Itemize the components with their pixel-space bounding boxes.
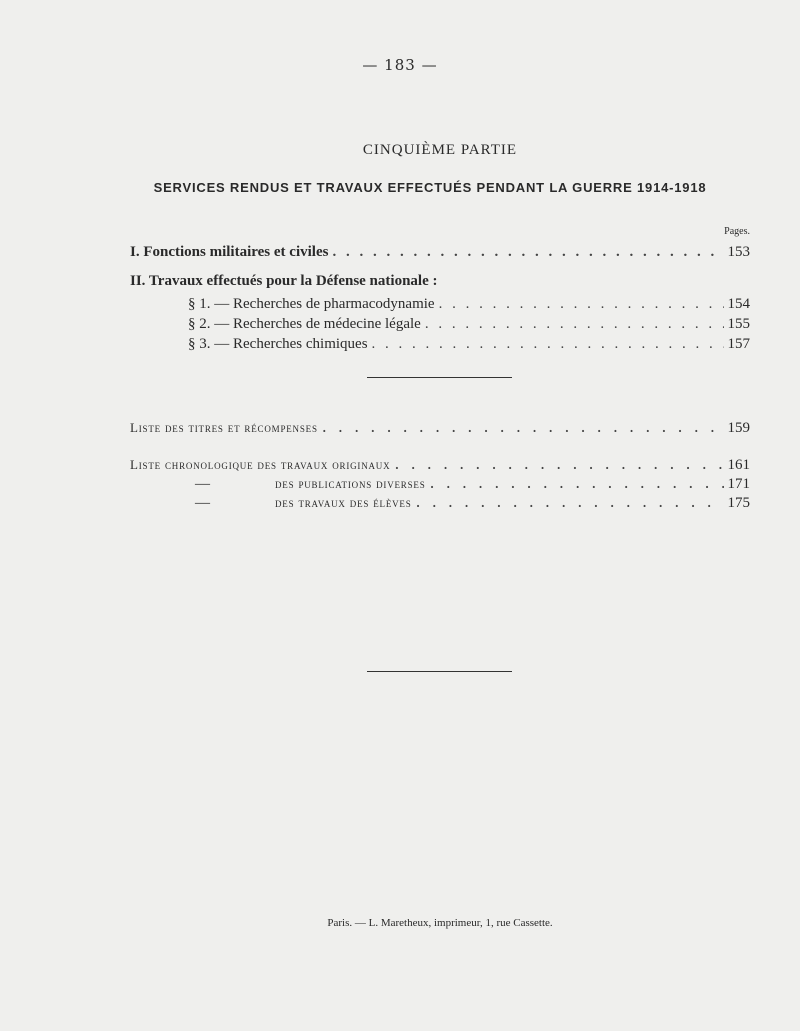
printer-colophon: Paris. — L. Maretheux, imprimeur, 1, rue Cassette. [327,917,553,929]
toc-entry-publications [130,473,750,493]
toc-entry-label: Liste des titres et récompenses [130,420,318,435]
toc-entry-label: II. Travaux effectués pour la Défense nationale : [130,273,438,289]
toc-entry-page: 153 [727,244,750,260]
toc-entry-page: 159 [727,420,750,436]
toc-subentry-label: § 3. — Recherches chimiques [188,336,368,352]
toc-entry-eleves [130,492,750,512]
ditto-dash: — [195,476,210,492]
toc-subentry-pharmacodynamie [188,296,750,313]
ditto-dash: — [195,495,210,511]
leader-dots [322,417,724,436]
leader-dots [416,492,724,511]
toc-entry-label: I. Fonctions militaires et civiles [130,244,329,260]
leader-dots [425,316,724,333]
leader-dots [430,473,724,492]
toc-entry-label: Liste chronologique des travaux originaux [130,457,391,472]
toc-entry-page: 161 [727,457,750,473]
toc-subentry-label: § 1. — Recherches de pharmacodynamie [188,296,435,312]
toc-subentry-chimiques [188,336,750,353]
toc-entry-travaux [130,273,750,290]
toc-entry-page: 175 [727,495,750,511]
leader-dots [372,336,724,353]
toc-entry-label: des publications diverses [275,476,426,491]
toc-entry-chronologique [130,454,750,474]
toc-subentry-medecine-legale [188,316,750,333]
section-title: SERVICES RENDUS ET TRAVAUX EFFECTUÉS PENDANT LA GUERRE 1914-1918 [153,180,707,195]
divider-rule [367,671,512,672]
part-title: CINQUIÈME PARTIE [362,142,518,158]
toc-entry-fonctions [130,244,750,261]
toc-subentry-page: 157 [727,336,750,352]
toc-subentry-label: § 2. — Recherches de médecine légale [188,316,421,332]
toc-subentry-page: 155 [727,316,750,332]
page-number: — 183 — [362,56,438,74]
toc-entry-page: 171 [727,476,750,492]
leader-dots [394,454,723,473]
toc-entry-label: des travaux des élèves [275,495,412,510]
toc-entry-titres [130,417,750,437]
divider-rule [367,377,512,378]
pages-column-label: Pages. [724,226,750,237]
toc-subentry-page: 154 [727,296,750,312]
leader-dots [439,296,724,313]
leader-dots [332,244,723,261]
